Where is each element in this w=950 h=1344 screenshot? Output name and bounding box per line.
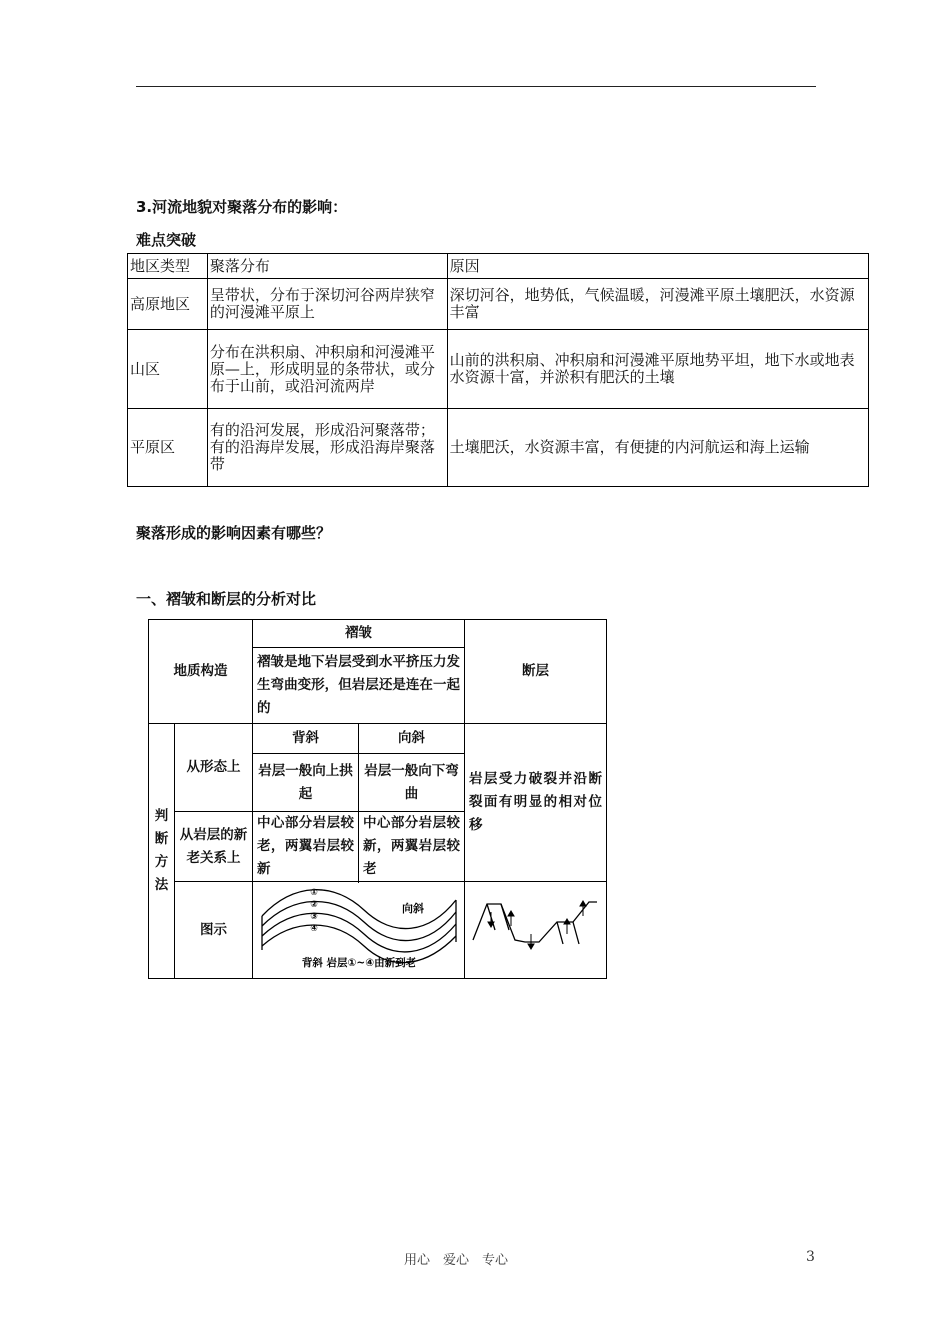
anticline-age: 中心部分岩层较老，两翼岩层较新 [253, 812, 359, 882]
subheading: 难点突破 [136, 231, 197, 249]
question: 聚落形成的影响因素有哪些？ [136, 524, 332, 542]
method-label: 判 断 方 法 [149, 724, 175, 979]
layer-mark: ② [309, 900, 318, 910]
fold-diagram-svg [254, 882, 464, 970]
header-cell: 聚落分布 [207, 254, 447, 279]
fault-label: 断层 [464, 620, 606, 724]
region-cell: 平原区 [128, 409, 208, 487]
syncline-age: 中心部分岩层较新，两翼岩层较老 [359, 812, 465, 882]
table-row [128, 279, 869, 330]
syncline-shape: 岩层一般向下弯曲 [359, 754, 465, 812]
by-age-label: 从岩层的新老关系上 [174, 812, 252, 882]
structure-label: 地质构造 [149, 620, 253, 724]
fold-diagram [253, 882, 465, 979]
reason-cell: 土壤肥沃，水资源丰富，有便捷的内河航运和海上运输 [447, 409, 868, 487]
table-header-row [128, 254, 869, 279]
diagram-caption: 背斜 岩层①~④由新到老 [301, 957, 416, 969]
footer-motto: 用心 爱心 专心 [404, 1253, 509, 1268]
syncline-label: 向斜 [359, 724, 465, 754]
distribution-cell: 分布在洪积扇、冲积扇和河漫滩平原—上，形成明显的条带状，或分布于山前，或沿河流两岸 [207, 330, 447, 409]
distribution-cell: 有的沿河发展，形成沿河聚落带；有的沿海岸发展，形成沿海岸聚落带 [207, 409, 447, 487]
fold-fault-table [148, 619, 607, 979]
fault-diagram [464, 882, 606, 979]
reason-cell: 山前的洪积扇、冲积扇和河漫滩平原地势平坦，地下水或地表水资源十富，并淤积有肥沃的土壤 [447, 330, 868, 409]
table-row [128, 409, 869, 487]
fold-label: 褶皱 [253, 620, 465, 648]
reason-cell: 深切河谷，地势低，气候温暖，河漫滩平原土壤肥沃，水资源丰富 [447, 279, 868, 330]
layer-mark: ④ [309, 924, 318, 934]
header-rule [136, 86, 816, 87]
fault-description: 岩层受力破裂并沿断裂面有明显的相对位移 [464, 724, 606, 882]
by-shape-label: 从形态上 [174, 724, 252, 812]
fault-diagram-svg [465, 882, 605, 970]
settlement-table [127, 253, 869, 487]
table-row [128, 330, 869, 409]
region-cell: 高原地区 [128, 279, 208, 330]
fold-description: 褶皱是地下岩层受到水平挤压力发生弯曲变形，但岩层还是连在一起的 [253, 648, 465, 724]
header-cell: 原因 [447, 254, 868, 279]
layer-mark: ③ [309, 912, 318, 922]
anticline-label: 背斜 [253, 724, 359, 754]
page-number: 3 [806, 1249, 815, 1265]
diagram-label: 图示 [174, 882, 252, 979]
section-title: 3.河流地貌对聚落分布的影响： [136, 198, 348, 216]
anticline-shape: 岩层一般向上拱起 [253, 754, 359, 812]
header-cell: 地区类型 [128, 254, 208, 279]
distribution-cell: 呈带状，分布于深切河谷两岸狭窄的河漫滩平原上 [207, 279, 447, 330]
layer-mark: ① [309, 888, 318, 898]
section2-title: 一、褶皱和断层的分析对比 [136, 590, 317, 608]
region-cell: 山区 [128, 330, 208, 409]
syncline-tag: 向斜 [401, 902, 424, 915]
